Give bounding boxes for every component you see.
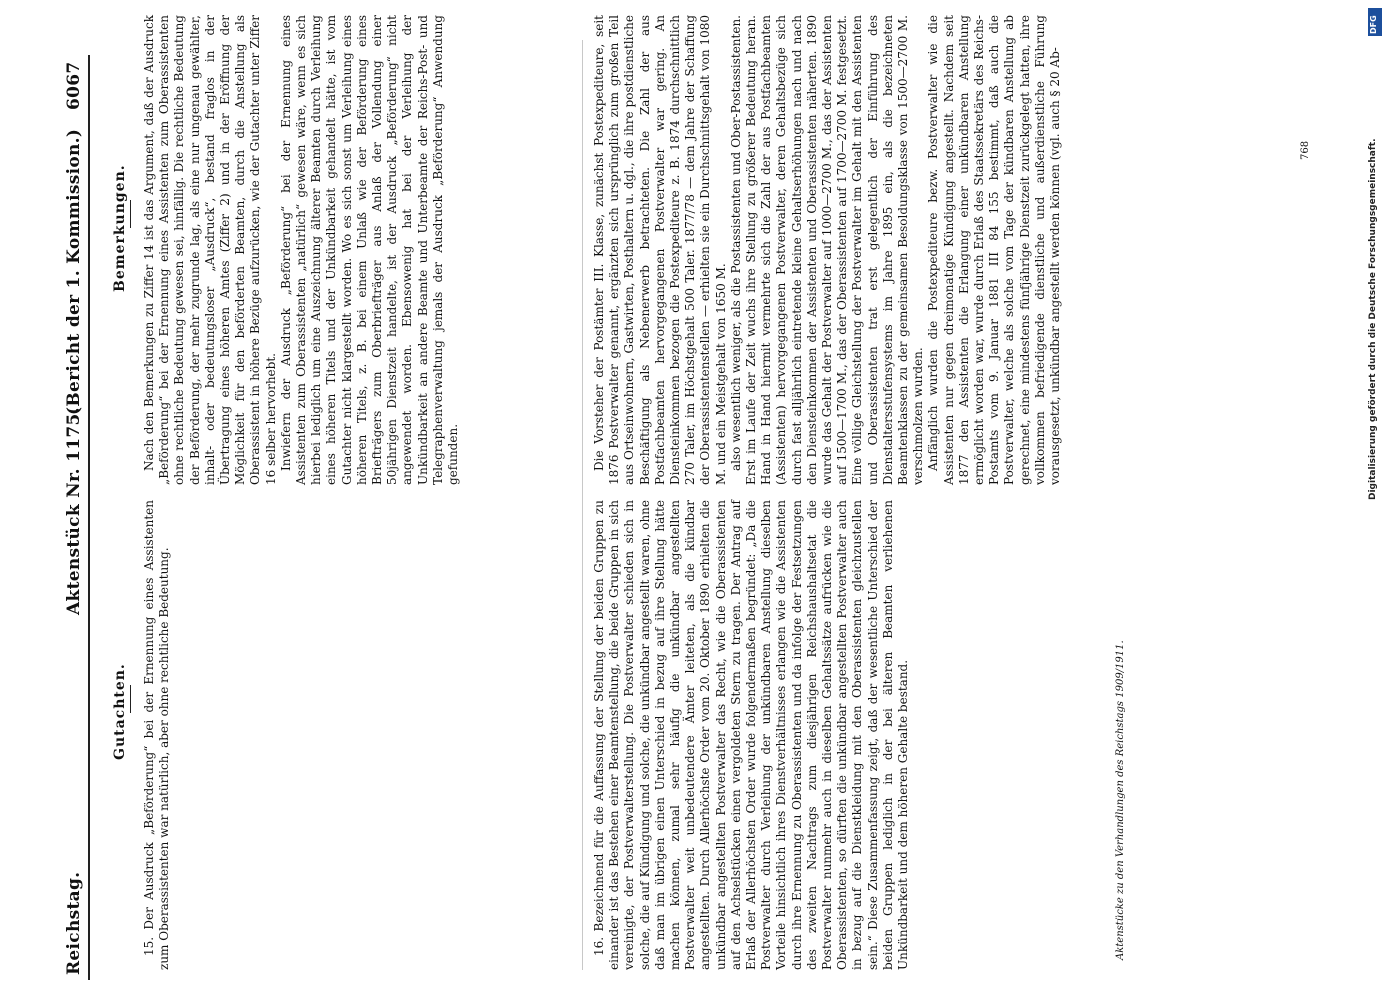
digitisation-credit: Digitalisierung gefördert durch die Deutsche Forschungsgemeinschaft. [1368, 138, 1378, 500]
remarks-lower-block [592, 15, 1063, 485]
remarks-lower-paragraph-1: Die Vorsteher der Postämter III. Klasse, zunächst Postexpediteure, seit 1876 Postverwalter genannt, ergänzten sich ursprünglich zum großen Teil aus Ortseinwohnern, Gastwirten, Posthaltern u. dgl., die ihre postdienstliche Beschäftigung als Nebenerwerb betrachteten. Die Zahl der aus Postfachbeamten hervorgegangenen Postverwalter war gering. An Diensteinkommen bezogen die Postexpediteure z. B. 1874 durchschnittlich 270 Taler, im Höchstgehalt 500 Taler. 1877/78 — dem Jahre der Schaffung der Oberassistentenstellen — erhielten sie ein Durchschnittsgehalt von 1080 M. und ein Meistgehalt von 1650 M. [592, 15, 728, 485]
paragraph-16-text: 16. Bezeichnend für die Auffassung der Stellung der beiden Gruppen zu einander ist das Bestehen einer Beamtenstellung, die beide Gruppen in sich vereinigte, der Postverwalterstellung. Die Postverwalter schieden sich in solche, die auf Kündigung und solche, die unkündbar angestellt waren, ohne daß man im übrigen einen Unterschied in bezug auf ihre Stellung hätte machen können, zumal sehr häufig die unkündbar angestellten Postverwalter weit unbedeutendere Ämter leiteten, als die kündbar angestellten. Durch Allerhöchste Order vom 20. Oktober 1890 erhielten die unkündbar angestellten Postverwalter das Recht, wie die Oberassistenten auf den Achselstücken einen vergoldeten Stern zu tragen. Der Antrag auf Erlaß der Allerhöchsten Order wurde folgendermaßen begründet: „Da die Postverwalter durch Verleihung der unkündbaren Anstellung dieselben Vorteile hinsichtlich ihres Dienstverhältnisses erlangen wie die Assistenten durch ihre Ernennung zu Oberassistenten und da infolge der Festsetzungen des zweiten Nachtrags zum diesjährigen Reichshaushaltsetat die Postverwalter nunmehr auch in dieselben Gehaltssätze aufrücken wie die Oberassistenten, so dürften die unkündbar angestellten Postverwalter auch in bezug auf die Dienstkleidung mit den Oberassistenten gleichzustellen sein.“ Diese Zusammenfassung zeigt, daß der wesentliche Unterschied der beiden Gruppen lediglich in der bei älteren Beamten verliehenen Unkündbarkeit und dem höheren Gehalte bestand. [592, 500, 911, 970]
section-title-gutachten: Gutachten. [112, 663, 128, 760]
footnote: Aktenstücke zu den Verhandlungen des Reichstags 1909/1911. [1115, 640, 1126, 960]
section-rule-right [130, 200, 131, 228]
paragraph-16 [592, 500, 911, 970]
header-rule [88, 55, 90, 980]
half-divider [582, 40, 583, 970]
remarks-lower-paragraph-2: also wesentlich weniger, als die Postassistenten und Ober-Postassistenten. Erst im Laufe der Zeit wuchs ihre Stellung zu größerer Bedeutung heran. Hand in Hand hiermit vermehrte sich die Zahl der aus Postfachbeamten (Assistenten) hervorgegangenen Postverwalter, deren Gehaltsbezüge sich durch fast alljährlich eintretende kleine Gehaltserhöhungen nach und nach den Diensteinkommen der Assistenten und Oberassistenten näherten. 1890 wurde das Gehalt der Postverwalter auf 1000—2700 M., das der Assistenten auf 1500—1700 M., das der Oberassistenten auf 1700—2700 M. festgesetzt. Eine völlige Gleichstellung der Postverwalter im Gehalt mit den Assistenten und Oberassistenten trat erst gelegentlich der Einführung des Dienstaltersstufensystems im Jahre 1895 ein, als die bezeichneten Beamtenklassen zu der gemeinsamen Besoldungsklasse von 1500—2700 M. verschmolzen wurden. [728, 15, 926, 485]
remarks-upper-block [142, 15, 461, 485]
section-rule-left [130, 685, 131, 713]
header-aktenstueck: Aktenstück Nr. 1175. [64, 407, 84, 615]
page-mark: 768 [1300, 140, 1311, 160]
paragraph-15-text: 15. Der Ausdruck „Beförderung“ bei der Ernennung eines Assistenten zum Oberassistenten war natürlich, aber ohne rechtliche Bedeutung. [142, 500, 172, 970]
section-title-bemerkungen: Bemerkungen. [112, 164, 128, 292]
remarks-paragraph-2: Inwiefern der Ausdruck „Beförderung“ bei der Ernennung eines Assistenten zum Oberassistenten „natürlich“ gewesen wäre, wenn es sich hierbei lediglich um eine Auszeichnung älterer Beamten durch Verleihung eines höheren Titels und der Unkündbarkeit gehandelt hätte, ist vom Gutachter nicht klargestellt worden. Wo es sich sonst um Verleihung eines höheren Titels, z. B. bei einem Unlaß wie der Beförderung eines Briefträgers zum Oberbriefträger aus Anlaß der Vollendung einer 50jährigen Dienstzeit handelte, ist der Ausdruck „Beförderung“ nicht angewendet worden. Ebensowenig hat bei der Verleihung der Unkündbarkeit an andere Beamte und Unterbeamte der Reichs-Post- und Telegraphenverwaltung jemals der Ausdruck „Beförderung“ Anwendung gefunden. [278, 15, 461, 485]
dfg-logo: DFG [1368, 8, 1382, 36]
header-reichstag: Reichstag. [64, 871, 84, 975]
page-number: 6067 [64, 61, 84, 110]
header-bericht: (Bericht der 1. Kommission.) [64, 128, 84, 415]
remarks-paragraph-1: Nach den Bemerkungen zu Ziffer 14 ist das Argument, daß der Ausdruck „Beförderung“ bei der Ernennung eines Assistenten zum Oberassistenten ohne rechtliche Bedeutung gewesen sei, hinfällig. Die rechtliche Bedeutung der Beförderung, der mehr zugrunde lag, als eine nur ungenau gewählter, inhalt- oder bedeutungsloser „Ausdruck“, bestand fraglos in der Übertragung eines höheren Amtes (Ziffer 2) und in der Eröffnung der Möglichkeit für den beförderten Beamten, durch die Anstellung als Oberassistent in höhere Bezüge aufzurücken, wie der Gutachter unter Ziffer 16 selber hervorhebt. [142, 15, 278, 485]
paragraph-15 [142, 500, 172, 970]
remarks-lower-paragraph-3: Anfänglich wurden die Postexpediteure bezw. Postverwalter wie die Assistenten nur gegen dreimonatige Kündigung angestellt. Nachdem seit 1877 den Assistenten die Erlangung einer unkündbaren Anstellung ermöglicht worden war, wurde durch Erlaß des Staatssekretärs des Reichs-Postamts vom 9. Januar 1881 III 84 155 bestimmt, daß auch die Postverwalter, welche als solche vom Tage der kündbaren Anstellung ab gerechnet, eine mindestens fünfjährige Dienstzeit zurückgelegt hatten, ihre vollkommen befriedigende dienstliche und außerdienstliche Führung vorausgesetzt, unkündbar angestellt werden können (vgl. auch § 20 Ab- [926, 15, 1063, 485]
